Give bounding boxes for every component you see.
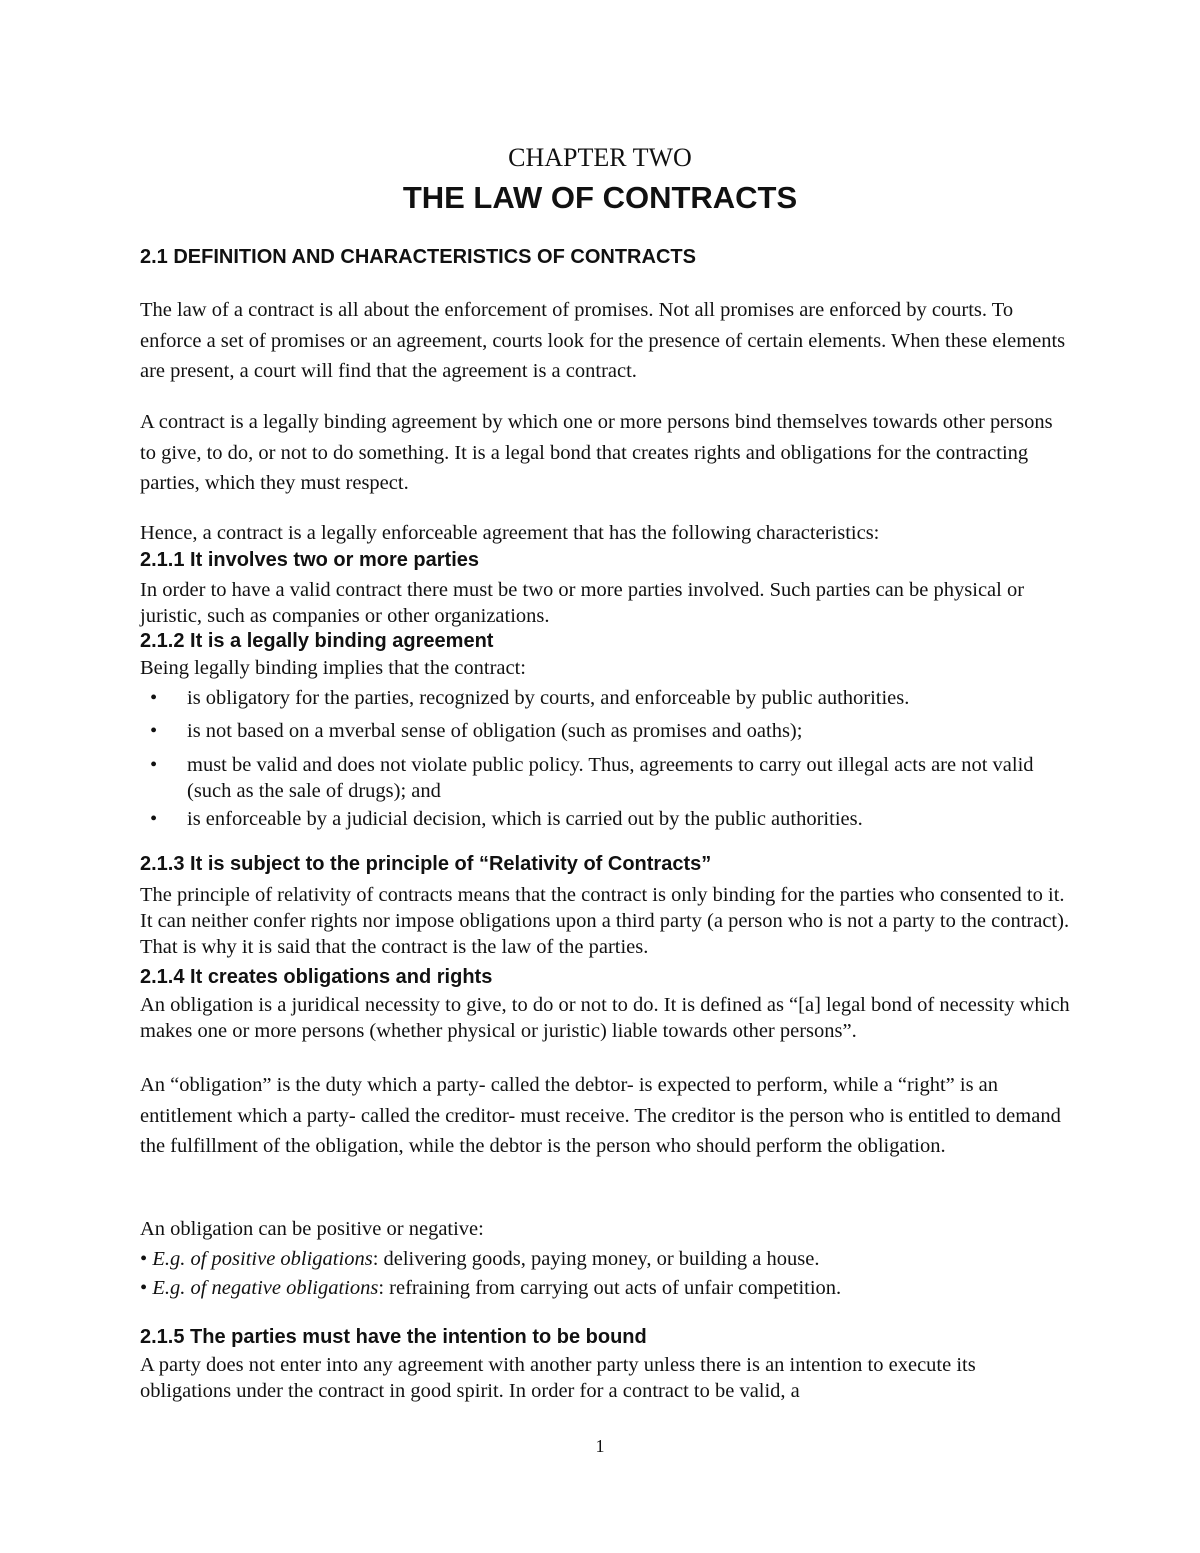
paragraph-intro-3: Hence, a contract is a legally enforceable agreement that has the following characteristics: (140, 522, 880, 544)
list-item: • must be valid and does not violate public policy. Thus, agreements to carry out illegal acts are not valid (such as the sale of drugs); and (150, 754, 1034, 802)
paragraph-intro-1: The law of a contract is all about the enforcement of promises. Not all promises are enforced by courts. To enforce a set of promises or an agreement, courts look for the presence of certain elements. When these elements are present, a court will find that the agreement is a contract. (140, 299, 1066, 382)
paragraph-2-1-4-debtor-creditor: An “obligation” is the duty which a party- called the debtor- is expected to perform, while a “right” is an entitlement which a party- called the creditor- must receive. The creditor is the person who is entitled to demand the fulfillment of the obligation, while the debtor is the person who should perform the obligation. (140, 1074, 1061, 1157)
page-title: THE LAW OF CONTRACTS (402, 180, 798, 215)
list-item: • is obligatory for the parties, recognized by courts, and enforceable by public authorities. (150, 687, 910, 709)
section-heading-2-1-2: 2.1.2 It is a legally binding agreement (140, 630, 494, 652)
example-positive-obligations: • E.g. of positive obligations: delivering goods, paying money, or building a house. (140, 1248, 820, 1270)
paragraph-2-1-2-intro: Being legally binding implies that the contract: (140, 657, 526, 679)
paragraph-2-1-1: In order to have a valid contract there must be two or more parties involved. Such parties can be physical or juristic, such as companies or other organizations. (140, 579, 1025, 627)
paragraph-2-1-5: A party does not enter into any agreement with another party unless there is an intention to execute its obligations under the contract in good spirit. In order for a contract to be valid, a (140, 1354, 976, 1402)
section-heading-2-1: 2.1 DEFINITION AND CHARACTERISTICS OF CONTRACTS (140, 246, 696, 268)
section-heading-2-1-4: 2.1.4 It creates obligations and rights (140, 966, 493, 988)
chapter-label: CHAPTER TWO (508, 143, 692, 172)
paragraph-2-1-3: The principle of relativity of contracts means that the contract is only binding for the parties who consented to it. It can neither confer rights nor impose obligations upon a third party (a person who is not a party to the contract). That is why it is said that the contract is the law of the parties. (140, 884, 1070, 958)
bullet-icon: • (140, 1248, 153, 1270)
bullet-icon: • (150, 687, 158, 709)
page-number: 1 (595, 1436, 605, 1456)
bullet-icon: • (150, 754, 158, 776)
bullet-icon: • (150, 720, 158, 742)
example-negative-obligations: • E.g. of negative obligations: refraining from carrying out acts of unfair competition. (140, 1277, 842, 1299)
binding-bullet-list (140, 685, 1070, 832)
section-heading-2-1-3: 2.1.3 It is subject to the principle of “Relativity of Contracts” (140, 853, 712, 875)
paragraph-intro-2: A contract is a legally binding agreement by which one or more persons bind themselves towards other persons to give, to do, or not to do something. It is a legal bond that creates rights and obligations for the contracting parties, which they must respect. (140, 411, 1053, 494)
paragraph-2-1-4-definition: An obligation is a juridical necessity to give, to do or not to do. It is defined as “[a] legal bond of necessity which makes one or more persons (whether physical or juristic) liable towards other persons”. (140, 994, 1070, 1042)
bullet-icon: • (150, 808, 158, 830)
paragraph-2-1-4-positive-negative: An obligation can be positive or negative: (140, 1218, 484, 1240)
section-heading-2-1-1: 2.1.1 It involves two or more parties (140, 549, 480, 571)
list-item: • is enforceable by a judicial decision, which is carried out by the public authorities. (150, 808, 863, 830)
bullet-icon: • (140, 1277, 153, 1299)
section-heading-2-1-5: 2.1.5 The parties must have the intention to be bound (140, 1326, 647, 1348)
list-item: • is not based on a mverbal sense of obligation (such as promises and oaths); (150, 720, 803, 742)
